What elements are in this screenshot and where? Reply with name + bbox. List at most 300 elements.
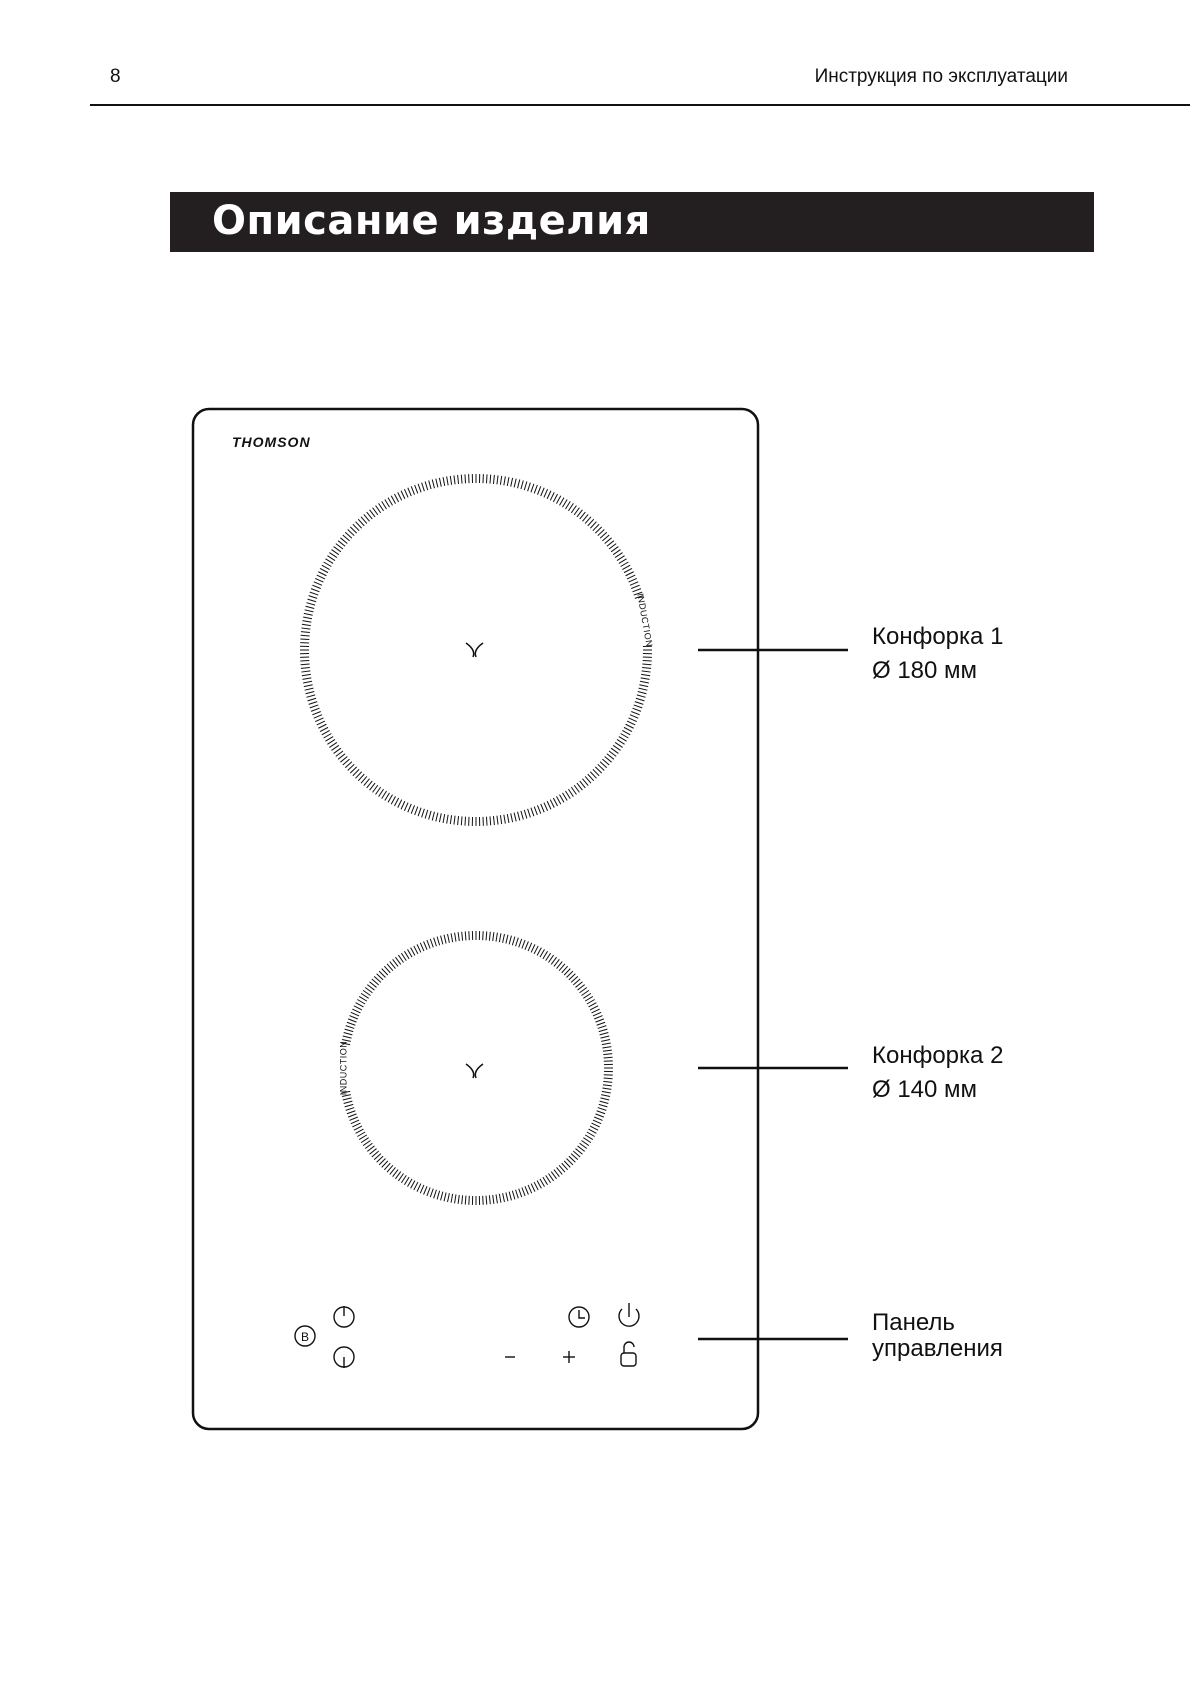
tick-mark (603, 1081, 612, 1082)
tick-mark (511, 478, 513, 487)
tick-mark (315, 718, 323, 722)
tick-mark (345, 1104, 354, 1107)
tick-mark (587, 1132, 595, 1137)
tick-mark (437, 1191, 440, 1200)
tick-mark (588, 1003, 596, 1007)
tick-mark (521, 480, 523, 489)
tick-mark (641, 674, 650, 675)
tick-mark (598, 1026, 607, 1029)
tick-mark (439, 478, 441, 487)
tick-mark (619, 737, 627, 742)
tick-mark (600, 1033, 609, 1035)
tick-mark (314, 582, 322, 585)
tick-mark (594, 1117, 602, 1120)
tick-mark (444, 935, 446, 944)
tick-mark (486, 931, 487, 940)
tick-mark (544, 489, 548, 497)
tick-mark (522, 1188, 525, 1196)
tick-mark (303, 681, 312, 683)
tick-mark (306, 692, 315, 694)
tick-mark (336, 751, 343, 756)
tick-mark (581, 990, 588, 995)
tick-mark (461, 816, 462, 825)
tick-mark (512, 937, 515, 946)
document-title: Инструкция по эксплуатации (814, 66, 1068, 87)
tick-mark (639, 688, 648, 690)
tick-mark (544, 803, 548, 811)
tick-mark (547, 801, 551, 809)
tick-mark (404, 951, 409, 959)
tick-mark (546, 953, 551, 961)
tick-mark (583, 1138, 591, 1143)
tick-mark (642, 664, 651, 665)
tick-mark (354, 1126, 362, 1130)
panel-label-line2: управления (872, 1335, 1003, 1362)
tick-mark (302, 678, 311, 680)
tick-mark (593, 1120, 601, 1124)
tick-mark (597, 1111, 605, 1114)
tick-mark (401, 491, 405, 499)
tick-mark (531, 808, 534, 817)
tick-mark (363, 1141, 370, 1146)
tick-mark (398, 800, 402, 808)
tick-mark (430, 939, 433, 947)
tick-mark (301, 635, 310, 636)
tick-mark (497, 816, 498, 825)
tick-mark (302, 621, 311, 623)
tick-mark (617, 556, 625, 561)
tick-mark (622, 565, 630, 569)
tick-mark (597, 1022, 605, 1025)
tick-mark (642, 671, 651, 672)
tick-mark (401, 801, 405, 809)
tick-mark (370, 510, 375, 517)
tick-mark (404, 489, 408, 497)
tick-mark (493, 816, 494, 825)
tick-mark (633, 708, 641, 711)
tick-mark (550, 492, 554, 500)
tick-mark (514, 479, 516, 488)
tick-mark (352, 1009, 360, 1013)
tick-mark (318, 572, 326, 576)
tick-mark (553, 798, 557, 806)
tick-mark (450, 476, 451, 485)
tick-mark (458, 816, 459, 825)
tick-mark (343, 1098, 352, 1100)
tick-mark (607, 754, 614, 760)
zone1-name: Конфорка 1 (872, 623, 1004, 650)
tick-mark (429, 811, 431, 820)
tick-mark (519, 1189, 522, 1197)
tick-mark (357, 1132, 365, 1137)
tick-mark (427, 940, 430, 948)
zone-select-icon[interactable] (334, 1347, 354, 1368)
tick-mark (629, 578, 637, 582)
tick-mark (574, 508, 579, 515)
tick-mark (376, 505, 381, 512)
tick-mark (465, 817, 466, 826)
tick-mark (636, 698, 645, 701)
tick-mark (367, 781, 373, 788)
tick-mark (553, 494, 557, 502)
tick-mark (486, 817, 487, 826)
tick-mark (600, 1098, 609, 1100)
tick-mark (310, 592, 319, 595)
lock-icon[interactable] (621, 1342, 636, 1366)
tick-mark (550, 800, 554, 808)
tick-mark (599, 1104, 608, 1107)
tick-mark (348, 1019, 356, 1022)
tick-mark (359, 1135, 367, 1140)
tick-mark (490, 816, 491, 825)
tick-mark (344, 1101, 353, 1103)
tick-mark (414, 1182, 418, 1190)
tick-mark (634, 705, 643, 708)
tick-mark (311, 589, 319, 592)
tick-mark (373, 785, 378, 792)
tick-mark (461, 475, 462, 484)
tick-mark (590, 1126, 598, 1130)
tick-mark (458, 1195, 459, 1204)
tick-mark (418, 484, 421, 493)
tick-mark (600, 1036, 609, 1038)
control-panel (295, 1303, 639, 1368)
tick-mark (411, 1180, 415, 1188)
tick-mark (361, 993, 369, 998)
tick-mark (408, 804, 411, 812)
tick-mark (493, 932, 494, 941)
tick-mark (602, 1091, 611, 1093)
tick-mark (524, 810, 527, 819)
tick-mark (454, 816, 455, 825)
tick-mark (633, 589, 641, 592)
panel-label-line1: Панель (872, 1309, 955, 1336)
tick-mark (434, 1190, 437, 1199)
tick-mark (528, 483, 531, 492)
tick-mark (549, 955, 554, 962)
tick-mark (304, 685, 313, 687)
tick-mark (305, 610, 314, 612)
tick-mark (320, 568, 328, 572)
tick-mark (398, 492, 402, 500)
tick-mark (301, 667, 310, 668)
timer-icon[interactable] (569, 1307, 589, 1327)
tick-mark (465, 1196, 466, 1205)
tick-mark (568, 789, 573, 796)
tick-mark (408, 1179, 413, 1187)
tick-mark (317, 575, 325, 579)
tick-mark (324, 562, 332, 567)
tick-mark (422, 483, 425, 492)
tick-mark (528, 943, 532, 951)
tick-mark (531, 944, 535, 952)
tick-mark (537, 948, 541, 956)
tick-mark (408, 488, 411, 496)
tick-mark (357, 1000, 365, 1005)
tick-mark (528, 809, 531, 818)
tick-mark (417, 1184, 421, 1192)
tick-mark (443, 814, 445, 823)
tick-mark (525, 941, 528, 949)
tick-mark (490, 475, 491, 484)
tick-mark (581, 1141, 588, 1146)
tick-mark (434, 938, 437, 947)
tick-mark (349, 1016, 357, 1019)
tick-mark (349, 1117, 357, 1120)
tick-mark (643, 660, 652, 661)
tick-mark (602, 1043, 611, 1045)
tick-mark (411, 805, 414, 813)
tick-mark (301, 671, 310, 672)
tick-mark (301, 628, 310, 629)
tick-mark (524, 482, 527, 491)
tick-mark (537, 1180, 541, 1188)
tick-mark (543, 951, 548, 959)
tick-mark (592, 1009, 600, 1013)
tick-mark (496, 1194, 497, 1203)
tick-mark (556, 796, 560, 804)
tick-mark (638, 692, 647, 694)
tick-mark (325, 737, 333, 742)
tick-mark (385, 499, 390, 507)
tick-mark (367, 512, 373, 519)
zone2-tick-ring (338, 931, 613, 1205)
tick-mark (630, 582, 638, 585)
tick-mark (541, 488, 544, 496)
tick-mark (611, 547, 618, 552)
panel-callout (872, 1310, 1003, 1362)
tick-mark (602, 1047, 611, 1048)
tick-mark (514, 813, 516, 822)
tick-mark (565, 501, 570, 509)
tick-mark (345, 1029, 354, 1032)
tick-mark (537, 486, 540, 494)
tick-mark (306, 603, 315, 605)
tick-mark (499, 1194, 501, 1203)
tick-mark (443, 477, 445, 486)
tick-mark (603, 1050, 612, 1051)
tick-mark (465, 474, 466, 483)
tick-mark (447, 815, 449, 824)
tick-mark (504, 815, 506, 824)
tick-mark (637, 695, 646, 697)
tick-mark (347, 1111, 355, 1114)
tick-mark (454, 475, 455, 484)
tick-mark (455, 933, 456, 942)
tick-mark (571, 505, 576, 512)
tick-mark (420, 1185, 424, 1193)
tick-mark (516, 938, 519, 947)
tick-mark (300, 660, 309, 661)
tick-mark (600, 1101, 609, 1103)
tick-mark (534, 807, 537, 815)
tick-mark (640, 681, 649, 683)
tick-mark (425, 810, 428, 819)
tick-mark (624, 727, 632, 731)
tick-mark (427, 1188, 430, 1196)
tick-mark (534, 1182, 538, 1190)
tick-mark (534, 485, 537, 493)
tick-mark (430, 1189, 433, 1197)
tick-mark (635, 702, 644, 705)
tick-mark (338, 541, 345, 547)
tick-mark (630, 715, 638, 718)
tick-mark (322, 565, 330, 569)
tick-mark (432, 480, 434, 489)
tick-mark (531, 1184, 535, 1192)
tick-mark (604, 1078, 613, 1079)
tick-mark (503, 934, 505, 943)
tick-mark (310, 705, 319, 708)
tick-mark (348, 1114, 356, 1117)
tick-mark (507, 477, 509, 486)
tick-mark (436, 813, 438, 822)
tick-mark (455, 1194, 456, 1203)
tick-mark (521, 811, 523, 820)
tick-mark (462, 1195, 463, 1204)
tick-mark (404, 803, 408, 811)
tick-mark (370, 783, 375, 790)
tick-mark (631, 711, 639, 714)
plus-icon[interactable] (563, 1351, 575, 1363)
tick-mark (441, 936, 443, 945)
tick-mark (507, 814, 509, 823)
tick-mark (398, 955, 403, 962)
tick-mark (500, 815, 501, 824)
tick-mark (613, 745, 620, 750)
tick-mark (408, 949, 413, 957)
tick-mark (318, 724, 326, 728)
tick-mark (642, 667, 651, 668)
tick-mark (331, 550, 338, 555)
tick-mark (415, 485, 418, 493)
tick-mark (568, 503, 573, 510)
tick-mark (580, 781, 586, 788)
tick-mark (556, 496, 560, 504)
tick-mark (596, 1019, 604, 1022)
tick-mark (627, 721, 635, 725)
tick-mark (425, 482, 428, 491)
zone-power-icon[interactable] (334, 1306, 354, 1327)
tick-mark (615, 553, 622, 558)
tick-mark (311, 708, 319, 711)
tick-mark (585, 996, 593, 1001)
tick-mark (596, 1114, 604, 1117)
tick-mark (300, 639, 309, 640)
tick-mark (301, 664, 310, 665)
tick-mark (306, 606, 315, 608)
tick-mark (336, 544, 343, 549)
tick-mark (304, 613, 313, 615)
tick-mark (432, 812, 434, 821)
tick-mark (519, 939, 522, 947)
hob-outline (193, 409, 758, 1429)
zone2-diameter: Ø 140 мм (872, 1076, 978, 1103)
tick-mark (512, 1191, 515, 1200)
tick-mark (448, 934, 450, 943)
tick-mark (450, 815, 451, 824)
tick-mark (305, 688, 314, 690)
tick-mark (444, 1192, 446, 1201)
brand-logo: THOMSON (232, 434, 311, 450)
tick-mark (588, 1129, 596, 1133)
tick-mark (451, 933, 453, 942)
tick-mark (327, 739, 335, 744)
tick-mark (391, 796, 395, 804)
tick-mark (462, 932, 463, 941)
tick-mark (511, 813, 513, 822)
tick-mark (363, 990, 370, 995)
zone2-induction-label: INDUCTION (338, 1040, 349, 1096)
tick-mark (486, 474, 487, 483)
tick-mark (401, 1175, 406, 1183)
booster-icon[interactable] (295, 1326, 315, 1346)
tick-mark (361, 1138, 369, 1143)
tick-mark (334, 547, 341, 552)
tick-mark (424, 1186, 427, 1194)
tick-mark (518, 812, 520, 821)
tick-mark (563, 793, 568, 801)
tick-mark (320, 727, 328, 731)
tick-mark (540, 949, 545, 957)
tick-mark (385, 793, 390, 801)
tick-mark (503, 1193, 505, 1202)
tick-mark (516, 1190, 519, 1199)
tick-mark (317, 721, 325, 725)
tick-mark (624, 568, 632, 572)
tick-mark (312, 585, 320, 588)
tick-mark (458, 475, 459, 484)
tick-mark (631, 585, 639, 588)
tick-mark (394, 798, 398, 806)
tick-mark (324, 734, 332, 739)
tick-mark (359, 996, 367, 1001)
tick-mark (309, 596, 318, 599)
tick-mark (315, 578, 323, 582)
tick-mark (388, 498, 393, 506)
tick-mark (506, 935, 508, 944)
tick-mark (411, 948, 415, 956)
tick-mark (379, 789, 384, 796)
tick-mark (347, 1022, 355, 1025)
tick-mark (394, 494, 398, 502)
tick-mark (639, 685, 648, 687)
tick-mark (422, 809, 425, 818)
tick-mark (601, 1095, 610, 1097)
tick-mark (598, 1108, 607, 1111)
tick-mark (534, 946, 538, 954)
tick-mark (626, 572, 634, 576)
tick-mark (603, 1085, 612, 1086)
tick-mark (447, 476, 449, 485)
zone2-name: Конфорка 2 (872, 1042, 1004, 1069)
tick-mark (451, 1194, 453, 1203)
tick-mark (509, 1192, 511, 1201)
zone1-center-mark (466, 643, 483, 657)
tick-mark (592, 1123, 600, 1127)
page-number: 8 (110, 66, 121, 87)
zone2-callout (872, 1039, 1003, 1107)
tick-mark (441, 1192, 443, 1201)
tick-mark (594, 1016, 602, 1019)
tick-mark (497, 475, 498, 484)
tick-mark (563, 499, 568, 507)
tick-mark (398, 1173, 403, 1180)
tick-mark (518, 480, 520, 489)
tick-mark (351, 1120, 359, 1124)
tick-mark (436, 479, 438, 488)
tick-mark (334, 748, 341, 753)
